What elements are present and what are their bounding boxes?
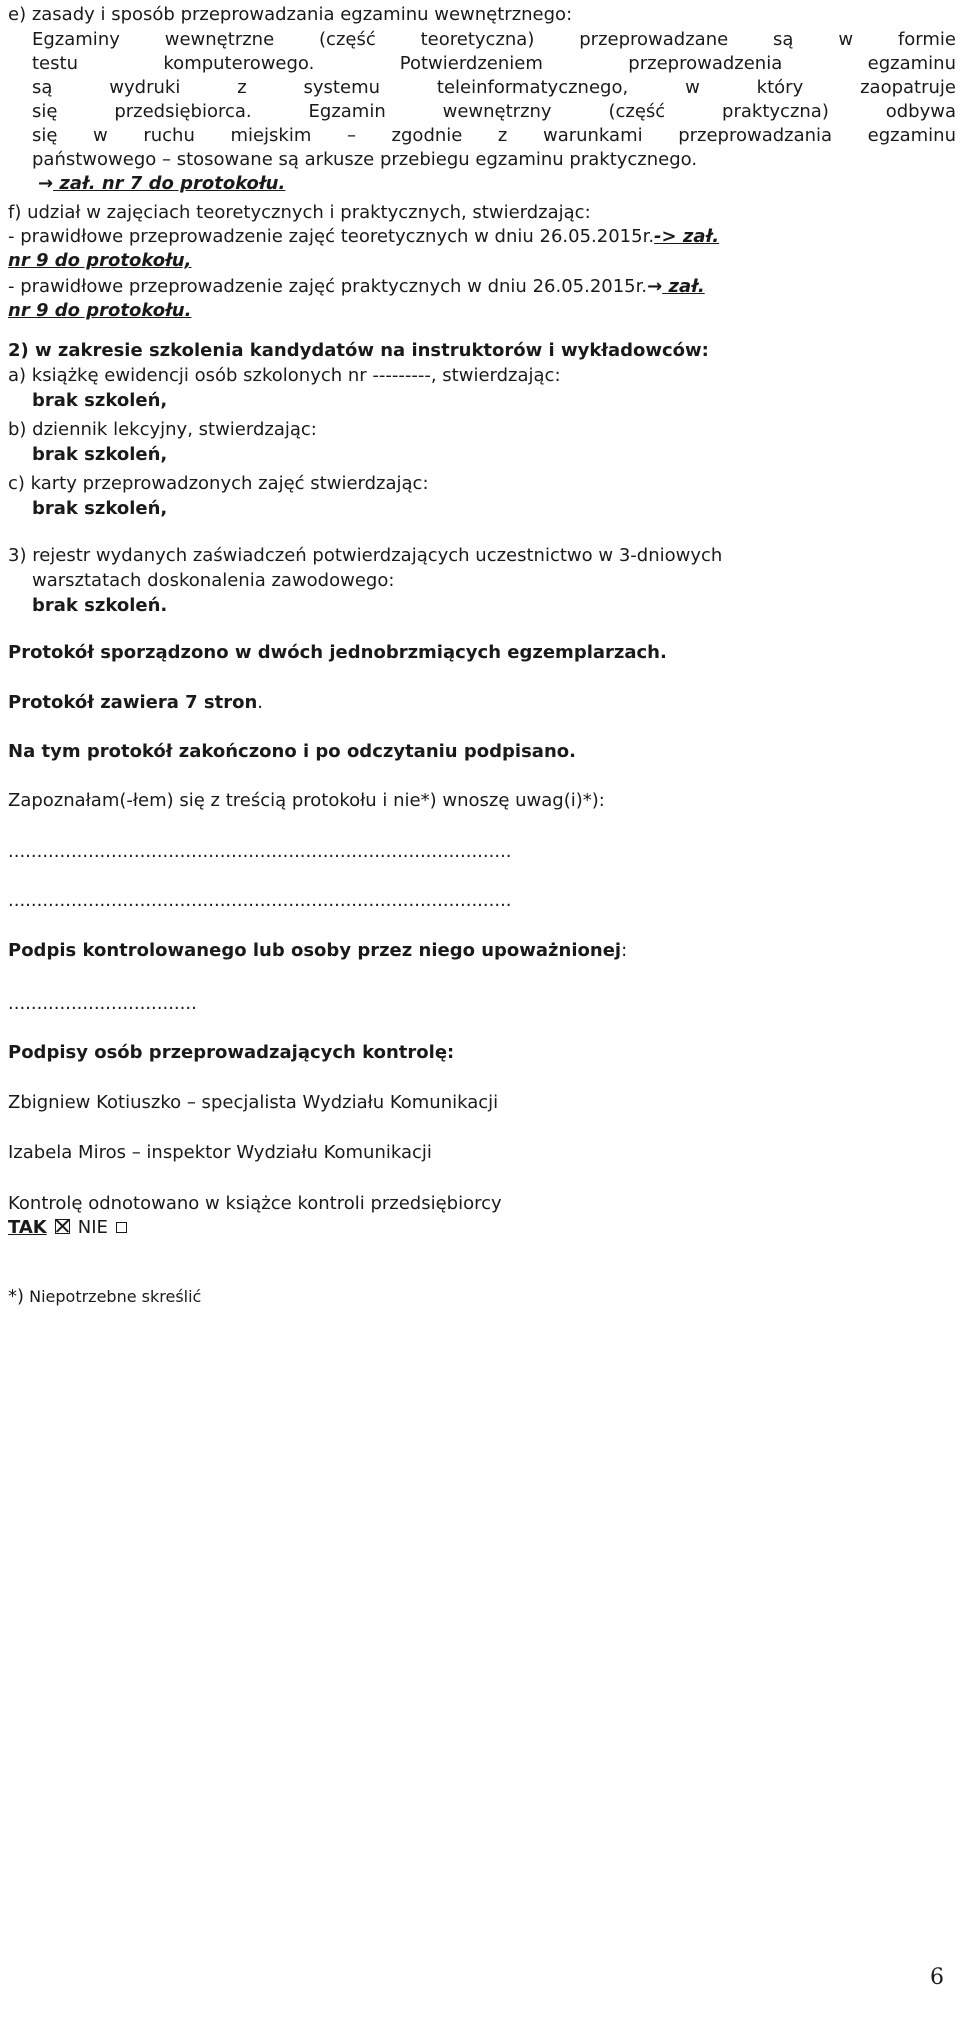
copies-statement: Protokół sporządzono w dwóch jednobrzmiących egzemplarzach. [8,642,667,663]
section-3-value: brak szkoleń. [32,595,168,616]
signature-heading-text: Podpis kontrolowanego lub osoby przez niego upoważnionej [8,940,622,961]
arrow-right-icon: → [647,276,663,297]
attachment-9-link[interactable]: nr 9 do protokołu, [8,250,192,271]
remarks-line: ........................................................................................ [8,890,512,911]
attachment-9-link[interactable]: zał. [662,276,705,297]
inspector-name: Zbigniew Kotiuszko – specjalista Wydziału Komunikacji [8,1092,499,1113]
signature-line: ................................. [8,993,197,1014]
protocol-content-link[interactable]: treścią protokołu [225,790,377,811]
pages-statement [8,692,263,714]
section-2-b-value: brak szkoleń, [32,444,168,465]
section-f-item-theory-text: - prawidłowe przeprowadzenie zajęć teoretycznych w dniu 26.05.2015r. [8,226,655,247]
attachment-9-link[interactable]: nr 9 do protokołu. [8,300,192,321]
section-e-line: państwowego – stosowane są arkusze przebiegu egzaminu praktycznego. [32,149,698,170]
section-e-line: są wydruki z systemu teleinformatycznego, w który zaopatruje [32,77,956,98]
section-f-item-practice-text: - prawidłowe przeprowadzenie zajęć praktycznych w dniu 26.05.2015r. [8,276,648,297]
section-2-b-label: b) dziennik lekcyjny, stwierdzając: [8,419,317,440]
footnote-text: Niepotrzebne skreślić [24,1287,202,1306]
section-e-line: się w ruchu miejskim – zgodnie z warunkami przeprowadzania egzaminu [32,125,956,146]
section-f-label: f) udział w zajęciach teoretycznych i praktycznych, stwierdzając: [8,202,591,223]
section-2-heading: 2) w zakresie szkolenia kandydatów na instruktorów i wykładowców: [8,340,709,361]
section-f-item-theory [8,226,719,248]
attachment-9-ref [8,250,191,272]
acquainted-suffix: i nie*) wnoszę uwag(i)*): [376,790,605,811]
acquainted-statement [8,790,605,812]
section-e-line: testu komputerowego. Potwierdzeniem przeprowadzenia egzaminu [32,53,956,74]
inspectors-heading: Podpisy osób przeprowadzających kontrolę: [8,1042,455,1063]
footnote-mark: *) [8,1286,25,1307]
section-2-a-value: brak szkoleń, [32,390,168,411]
attachment-7-ref [38,173,285,195]
pages-count: Protokół zawiera 7 stron [8,692,258,713]
section-3-line: warsztatach doskonalenia zawodowego: [32,570,395,591]
page-number: 6 [930,1965,944,1990]
pages-dot: . [257,692,264,713]
signature-heading [8,940,627,962]
book-entry-choice [8,1217,127,1239]
signed-statement: Na tym protokół zakończono i po odczytaniu podpisano. [8,741,576,762]
arrow-right-icon: → [38,173,54,194]
attachment-9-link[interactable]: -> zał. [654,226,720,247]
section-f-item-practice [8,276,705,298]
section-2-c-value: brak szkoleń, [32,498,168,519]
attachment-7-link[interactable]: zał. nr 7 do protokołu. [53,173,286,194]
remarks-line: ........................................................................................ [8,841,512,862]
signature-colon: : [621,940,628,961]
section-2-a-label: a) książkę ewidencji osób szkolonych nr ---------, stwierdzając: [8,365,561,386]
footnote [8,1286,201,1308]
checked-box-icon[interactable] [55,1219,70,1234]
section-2-c-label: c) karty przeprowadzonych zajęć stwierdzając: [8,473,429,494]
section-3-line: 3) rejestr wydanych zaświadczeń potwierdzających uczestnictwo w 3-dniowych [8,545,723,566]
section-e-line: Egzaminy wewnętrzne (część teoretyczna) przeprowadzane są w formie [32,29,956,50]
section-e-line: się przedsiębiorca. Egzamin wewnętrzny (część praktyczna) odbywa [32,101,956,122]
attachment-9-ref [8,300,191,322]
nie-label: NIE [77,1217,108,1238]
section-e-label: e) zasady i sposób przeprowadzania egzaminu wewnętrznego: [8,4,573,25]
inspector-name: Izabela Miros – inspektor Wydziału Komunikacji [8,1142,432,1163]
acquainted-prefix: Zapoznałam(-łem) się z [8,790,226,811]
empty-box-icon[interactable] [116,1222,127,1233]
book-entry-statement: Kontrolę odnotowano w książce kontroli przedsiębiorcy [8,1193,502,1214]
tak-label: TAK [8,1217,47,1238]
